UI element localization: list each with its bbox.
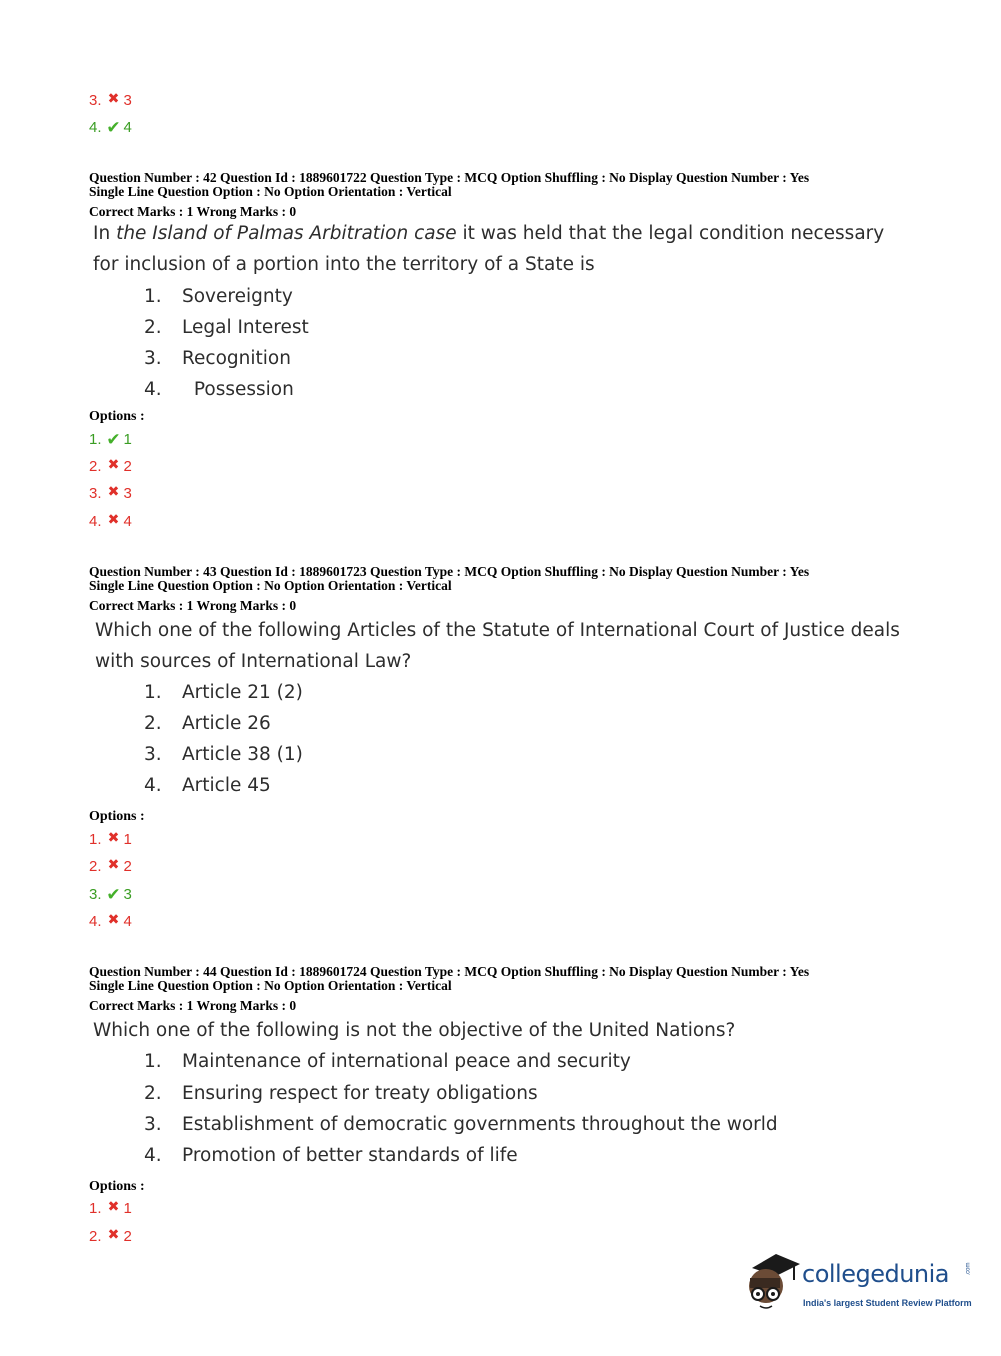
option-number: 4. <box>89 913 102 930</box>
option-number: 3. <box>89 485 102 502</box>
cross-icon: ✖ <box>107 1226 120 1242</box>
option-number: 2. <box>89 458 102 475</box>
answer-choice <box>144 711 271 737</box>
option-number: 1. <box>89 831 102 848</box>
option-number: 2. <box>89 858 102 875</box>
choice-number: 4. <box>144 379 162 400</box>
choice-number: 1. <box>144 1051 162 1072</box>
option-value: 2 <box>123 458 132 475</box>
logo-suffix: .com <box>965 1262 972 1276</box>
option-value: 3 <box>123 92 132 109</box>
choice-number: 2. <box>144 713 162 734</box>
option-number: 1. <box>89 1200 102 1217</box>
marks-line: Correct Marks : 1 Wrong Marks : 0 <box>89 598 297 613</box>
answer-choice <box>144 1081 538 1107</box>
answer-choice <box>144 346 291 372</box>
choice-label: Maintenance of international peace and security <box>182 1051 631 1072</box>
collegedunia-logo <box>742 1250 972 1320</box>
answer-choice <box>144 773 271 799</box>
question-text <box>93 218 913 280</box>
option-line <box>89 829 132 851</box>
option-number: 3. <box>89 92 102 109</box>
option-line <box>89 1198 132 1220</box>
choice-number: 3. <box>144 1114 162 1135</box>
options-label: Options : <box>89 409 145 424</box>
option-number: 3. <box>89 886 102 903</box>
question-meta: Question Number : 42 Question Id : 1889601722 Question Type : MCQ Option Shuffling : No Display Question Number : Yes <box>89 170 810 185</box>
question-text-italic: the Island of Palmas Arbitration case <box>116 223 457 244</box>
option-line <box>89 856 132 878</box>
option-line <box>89 511 132 533</box>
choice-label: Ensuring respect for treaty obligations <box>182 1083 538 1104</box>
option-line <box>89 117 132 139</box>
cross-icon: ✖ <box>107 911 120 927</box>
choice-label: Article 45 <box>182 775 271 796</box>
choice-label: Article 38 (1) <box>182 744 303 765</box>
choice-number: 2. <box>144 1083 162 1104</box>
options-label: Options : <box>89 1179 145 1194</box>
mascot-icon <box>742 1250 800 1312</box>
marks-line: Correct Marks : 1 Wrong Marks : 0 <box>89 204 297 219</box>
cross-icon: ✖ <box>107 511 120 527</box>
choice-label: Article 21 (2) <box>182 682 303 703</box>
cross-icon: ✖ <box>107 1198 120 1214</box>
choice-number: 1. <box>144 286 162 307</box>
choice-label: Article 26 <box>182 713 271 734</box>
option-line <box>89 1226 132 1248</box>
choice-number: 3. <box>144 744 162 765</box>
choice-label: Sovereignty <box>182 286 293 307</box>
option-value: 1 <box>123 831 132 848</box>
choice-number: 4. <box>144 1145 162 1166</box>
question-meta: Single Line Question Option : No Option Orientation : Vertical <box>89 978 452 993</box>
choice-label: Legal Interest <box>182 317 309 338</box>
option-value: 4 <box>123 513 132 530</box>
option-line <box>89 456 132 478</box>
option-number: 4. <box>89 119 102 136</box>
option-line <box>89 90 132 112</box>
answer-choice <box>144 284 293 310</box>
choice-number: 2. <box>144 317 162 338</box>
answer-choice <box>144 1112 778 1138</box>
option-value: 3 <box>123 886 132 903</box>
logo-wordmark: collegedunia <box>802 1260 950 1288</box>
option-value: 4 <box>123 119 132 136</box>
question-text-part: In <box>93 223 117 244</box>
logo-tagline: India's largest Student Review Platform <box>803 1298 972 1308</box>
check-icon: ✔ <box>106 885 121 904</box>
cross-icon: ✖ <box>107 90 120 106</box>
choice-number: 4. <box>144 775 162 796</box>
question-meta: Question Number : 44 Question Id : 1889601724 Question Type : MCQ Option Shuffling : No Display Question Number : Yes <box>89 964 810 979</box>
answer-choice <box>144 680 303 706</box>
option-line <box>89 911 132 933</box>
choice-label: Possession <box>188 379 294 400</box>
choice-label: Promotion of better standards of life <box>182 1145 518 1166</box>
cross-icon: ✖ <box>107 456 120 472</box>
question-text: Which one of the following Articles of the Statute of International Court of Justice deals with sources of International Law? <box>95 620 900 672</box>
option-value: 1 <box>123 1200 132 1217</box>
check-icon: ✔ <box>106 430 121 449</box>
check-icon: ✔ <box>106 118 121 137</box>
cross-icon: ✖ <box>107 856 120 872</box>
answer-choice <box>144 742 303 768</box>
cross-icon: ✖ <box>107 829 120 845</box>
option-value: 3 <box>123 485 132 502</box>
choice-label: Establishment of democratic governments throughout the world <box>182 1114 778 1135</box>
option-number: 2. <box>89 1228 102 1245</box>
question-text-part: it was held that the legal condition necessary for inclusion of a portion into the territory of a State is <box>93 223 885 275</box>
cross-icon: ✖ <box>107 483 120 499</box>
choice-label: Recognition <box>182 348 291 369</box>
question-meta: Question Number : 43 Question Id : 1889601723 Question Type : MCQ Option Shuffling : No Display Question Number : Yes <box>89 564 810 579</box>
answer-choice <box>144 1049 631 1075</box>
option-value: 2 <box>123 858 132 875</box>
answer-choice <box>144 315 309 341</box>
marks-line: Correct Marks : 1 Wrong Marks : 0 <box>89 998 297 1013</box>
option-value: 2 <box>123 1228 132 1245</box>
options-label: Options : <box>89 809 145 824</box>
option-line <box>89 429 132 451</box>
answer-choice <box>144 377 294 403</box>
option-number: 1. <box>89 431 102 448</box>
question-meta: Single Line Question Option : No Option Orientation : Vertical <box>89 184 452 199</box>
option-line <box>89 483 132 505</box>
question-text: Which one of the following is not the objective of the United Nations? <box>93 1020 736 1041</box>
option-number: 4. <box>89 513 102 530</box>
question-meta: Single Line Question Option : No Option Orientation : Vertical <box>89 578 452 593</box>
choice-number: 3. <box>144 348 162 369</box>
option-value: 1 <box>123 431 132 448</box>
choice-number: 1. <box>144 682 162 703</box>
option-value: 4 <box>123 913 132 930</box>
option-line <box>89 884 132 906</box>
answer-choice <box>144 1143 518 1169</box>
